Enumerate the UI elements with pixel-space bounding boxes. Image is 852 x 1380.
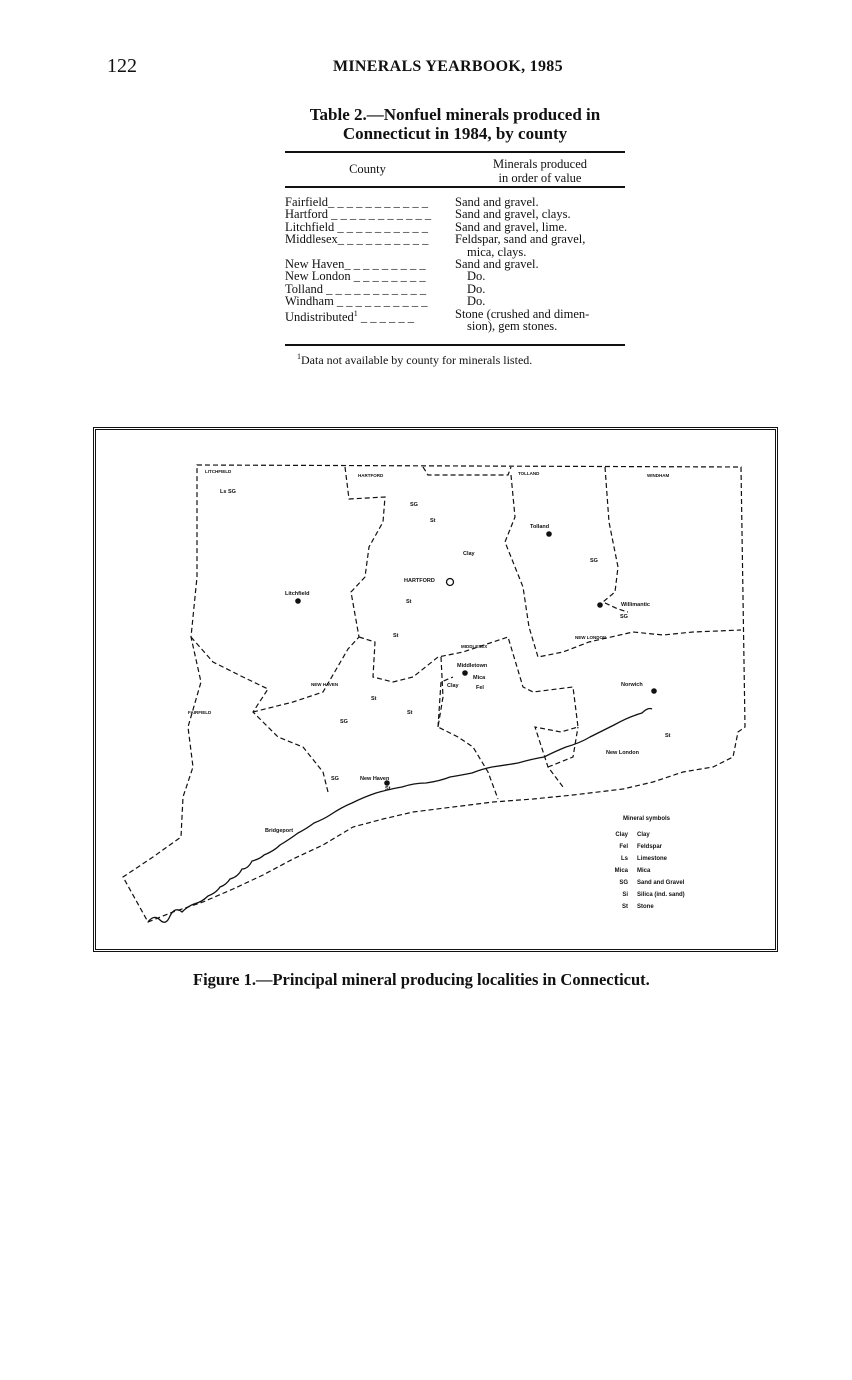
place-label: Willimantic (621, 602, 650, 608)
table-row: Fairfield_ _ _ _ _ _ _ _ _ _ _ Sand and gravel. (285, 195, 539, 209)
legend-symbol: Si (622, 892, 628, 898)
minerals-text: Sand and gravel, clays. (455, 207, 571, 222)
minerals-text: Do. (467, 294, 486, 309)
place-label: Tolland (530, 524, 550, 530)
minerals-text: Feldspar, sand and gravel, (455, 232, 586, 247)
mineral-symbol: Fel (476, 685, 484, 691)
city-dot (597, 602, 603, 608)
city-dot (462, 670, 468, 676)
legend-title: Mineral symbols (623, 816, 671, 822)
legend-symbol: Fel (619, 844, 628, 850)
mineral-symbol: SG (620, 614, 628, 620)
county-label: NEW HAVEN (311, 682, 339, 687)
legend-name: Clay (637, 832, 650, 838)
county-label: HARTFORD (358, 473, 384, 478)
mineral-symbol: SG (331, 776, 339, 782)
minerals-text: Sand and gravel. (455, 257, 539, 272)
hartford-marker (447, 579, 454, 586)
mineral-symbol: St (393, 633, 399, 639)
place-label: Litchfield (285, 591, 310, 597)
table-title-line: Table 2.—Nonfuel minerals produced in (309, 105, 601, 124)
legend-name: Sand and Gravel (637, 880, 685, 886)
table-row: New London _ _ _ _ _ _ _ _ Do. (285, 269, 486, 284)
county-boundary (253, 637, 359, 712)
mineral-symbol: St (430, 518, 436, 524)
table-row: Middlesex_ _ _ _ _ _ _ _ _ _ Feldspar, sand and gravel, mica, clays. (285, 233, 625, 258)
legend-symbol: St (622, 904, 628, 910)
table-row: New Haven_ _ _ _ _ _ _ _ _ Sand and gravel. (285, 257, 539, 272)
footnote-text: Data not available by county for minerals listed. (301, 353, 533, 367)
place-label: Norwich (621, 682, 643, 688)
table-row: Tolland _ _ _ _ _ _ _ _ _ _ _ Do. (285, 281, 486, 296)
legend-name: Mica (637, 868, 651, 874)
mineral-symbol: SG (410, 502, 418, 508)
mineral-symbol: St (406, 599, 412, 605)
column-header-county: County (349, 162, 386, 176)
minerals-text: Sand and gravel, lime. (455, 219, 568, 234)
county-boundary (548, 727, 578, 767)
legend-symbol: Clay (615, 832, 628, 838)
mineral-symbol: Ls SG (220, 489, 236, 495)
place-label: Middletown (457, 663, 488, 669)
city-dot (295, 598, 301, 604)
mineral-symbol: SG (590, 558, 598, 564)
county-boundary (423, 467, 511, 475)
county-name: Hartford (285, 208, 329, 221)
table-top-rule (285, 151, 625, 153)
county-label: NEW LONDON (575, 635, 607, 640)
table-row: Hartford _ _ _ _ _ _ _ _ _ _ _ Sand and gravel, clays. (285, 207, 571, 222)
legend-symbol: SG (619, 880, 628, 886)
column-header-minerals (455, 157, 625, 185)
county-name: Windham (285, 295, 334, 308)
legend-symbol: Mica (614, 868, 628, 874)
footnote-mark: 1 (297, 352, 301, 361)
table-title-line: Connecticut in 1984, by county (342, 124, 568, 143)
mineral-symbol: St (385, 786, 391, 792)
legend-name: Stone (637, 904, 654, 910)
figure-caption: Figure 1.—Principal mineral producing localities in Connecticut. (193, 970, 650, 989)
county-name: Undistributed (285, 309, 354, 324)
map-legend (615, 816, 685, 910)
state-boundary (123, 465, 745, 922)
mineral-symbol: Clay (447, 683, 459, 689)
county-name: Tolland (285, 282, 324, 296)
connecticut-map (93, 427, 778, 952)
county-name: Fairfield (285, 196, 329, 209)
county-label: FAIRFIELD (188, 710, 212, 715)
place-label: Bridgeport (265, 828, 294, 834)
mineral-symbol: St (665, 733, 671, 739)
county-boundary (359, 637, 578, 787)
county-name: Middlesex (285, 233, 338, 247)
minerals-text-continued: mica, clays. (467, 244, 527, 259)
county-boundary (191, 637, 328, 792)
table-row: Windham _ _ _ _ _ _ _ _ _ _ Do. (285, 294, 486, 309)
county-label: MIDDLESEX (461, 644, 488, 649)
table-bottom-rule (285, 344, 625, 346)
legend-name: Limestone (637, 856, 668, 862)
city-dot (546, 531, 552, 537)
table-title (285, 105, 625, 143)
column-header-line: Minerals produced (492, 157, 588, 171)
table-row: Litchfield _ _ _ _ _ _ _ _ _ _ Sand and gravel, lime. (285, 219, 568, 234)
county-label: LITCHFIELD (205, 469, 232, 474)
place-label: New Haven (360, 776, 390, 782)
mineral-symbol: St (407, 710, 413, 716)
county-boundary (345, 467, 385, 637)
county-name: New Haven (285, 258, 345, 271)
mineral-symbol: Mica (473, 675, 486, 681)
mineral-symbol: Clay (463, 551, 475, 557)
legend-name: Feldspar (637, 844, 663, 850)
table-body (285, 196, 625, 332)
running-head: MINERALS YEARBOOK, 1985 (333, 58, 563, 75)
county-label: WINDHAM (647, 473, 670, 478)
legend-name: Silica (ind. sand) (637, 892, 685, 898)
county-name: New London (285, 270, 351, 283)
place-label: HARTFORD (404, 578, 435, 584)
footnote-ref: 1 (353, 308, 358, 318)
minerals-text: Do. (467, 281, 486, 296)
table-row: Undistributed$^1$ _ _ _ _ _ _ Stone (crushed and dimen- sion), gem stones. (285, 308, 625, 333)
mineral-symbol: SG (340, 719, 348, 725)
column-header-line: in order of value (498, 171, 582, 185)
minerals-text-continued: sion), gem stones. (467, 319, 558, 334)
county-boundary (505, 475, 741, 657)
city-dot (651, 688, 657, 694)
minerals-text: Sand and gravel. (455, 195, 539, 209)
page-number: 122 (107, 55, 137, 77)
county-name: Litchfield (285, 220, 335, 234)
county-label: TOLLAND (518, 471, 540, 476)
legend-symbol: Ls (620, 856, 628, 862)
county-boundary (603, 467, 628, 612)
table-header-rule (285, 186, 625, 188)
mineral-symbol: St (371, 696, 377, 702)
table-footnote (297, 352, 532, 368)
place-label: New London (606, 750, 639, 756)
minerals-text: Stone (crushed and dimen- (455, 306, 590, 321)
minerals-text: Do. (467, 269, 486, 284)
